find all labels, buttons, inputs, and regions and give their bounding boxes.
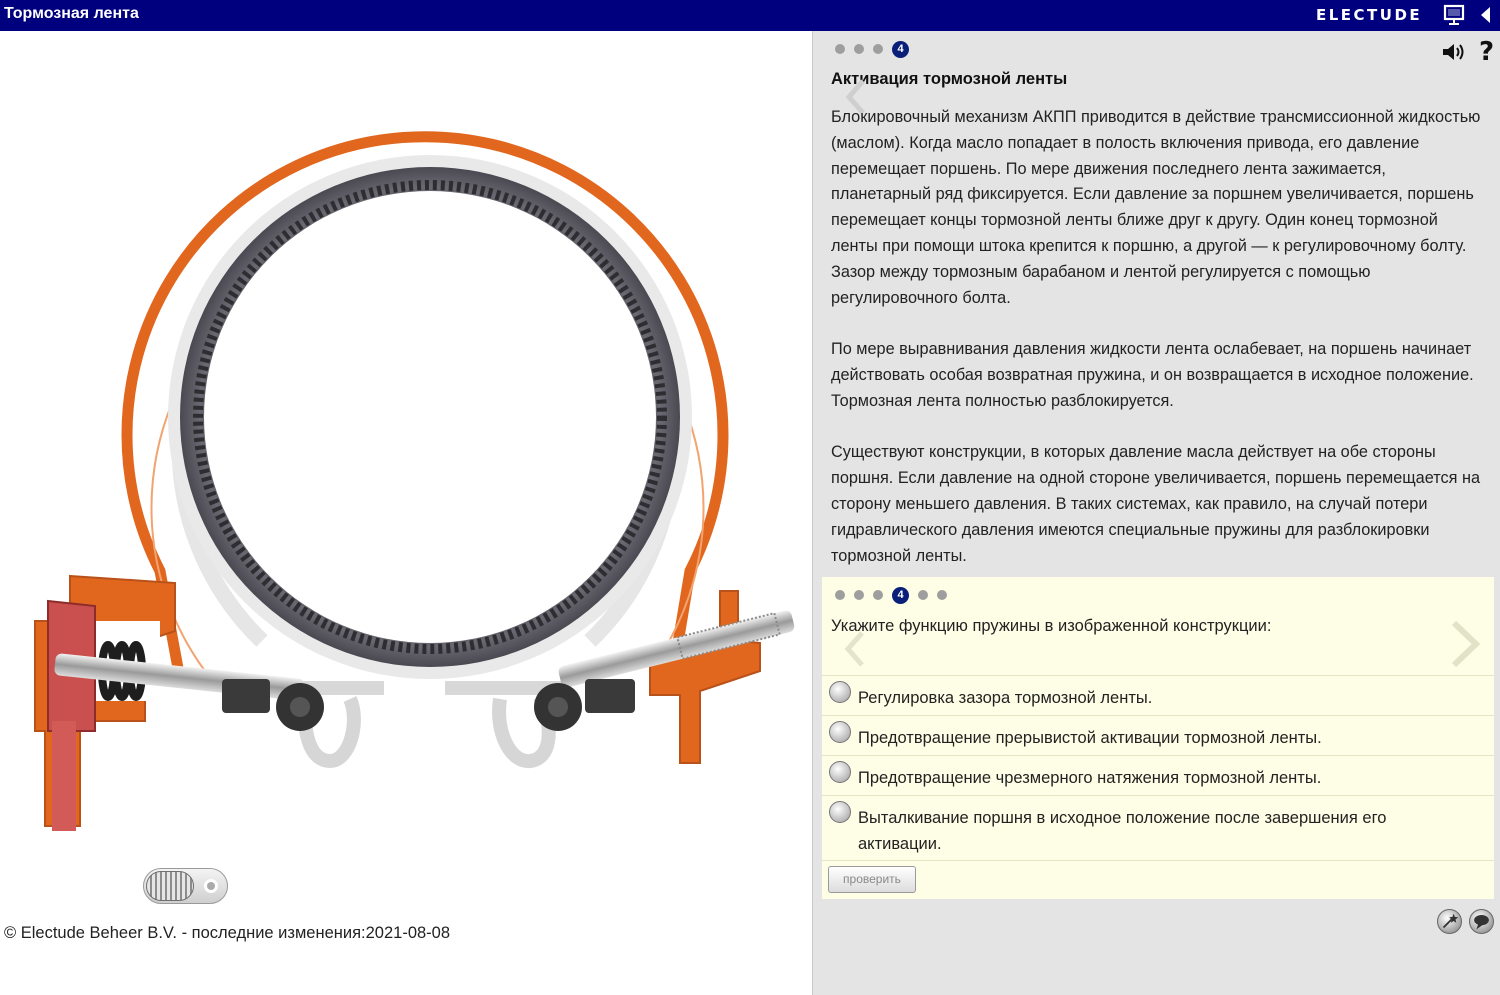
quiz-option-label: Выталкивание поршня в исходное положение после завершения его активации. [858, 809, 1387, 853]
rod-block-right [585, 679, 635, 713]
quiz-question: Укажите функцию пружины в изображенной конструкции: [831, 617, 1272, 635]
right-bracket [650, 591, 760, 763]
quiz-pager-dot[interactable] [937, 590, 947, 600]
animation-toggle-switch[interactable] [143, 868, 228, 904]
lesson-text [831, 105, 1486, 595]
quiz-pager-dot[interactable] [918, 590, 928, 600]
check-answer-button[interactable]: проверить [828, 866, 916, 893]
info-panel [812, 31, 1500, 995]
presentation-screen-icon[interactable] [1443, 4, 1465, 26]
servo-passage [52, 721, 76, 831]
brand-logo: ELECTUDE [1316, 6, 1423, 24]
quiz-pager-dot-active[interactable]: 4 [892, 587, 909, 604]
pager-dot[interactable] [854, 44, 864, 54]
question-mark-icon[interactable]: ? [1479, 37, 1495, 67]
quiz-option[interactable] [822, 755, 1494, 795]
quiz-option-label: Регулировка зазора тормозной ленты. [858, 689, 1153, 707]
pager-dot[interactable] [835, 44, 845, 54]
radio-button[interactable] [829, 721, 851, 743]
lesson-paragraph: Существуют конструкции, в которых давление масла действует на обе стороны поршня. Если давление на одной стороне увеличивается, поршень перемещается на сторону меньшего давления. В таких системах, как правило, на случай потери гидравлического давления имеются специальные пружины для разблокировки тормозной ленты. [831, 443, 1481, 565]
radio-button[interactable] [829, 681, 851, 703]
lesson-paragraph: Блокировочный механизм АКПП приводится в действие трансмиссионной жидкостью (маслом). Когда масло попадает в полость включения привода, его давление перемещает поршень. По мере движения последнего лента зажимается, планетарный ряд фиксируется. Если давление за поршнем увеличивается, поршень перемещает концы тормозной ленты ближе друг к другу. Один конец тормозной ленты при помощи штока крепится к поршню, а другой — к регулировочному болту. Зазор между тормозным барабаном и лентой регулируется с помощью регулировочного болта. [831, 108, 1481, 307]
triangle-left-icon[interactable] [1478, 5, 1492, 25]
toggle-knob [146, 871, 194, 901]
quiz-pager-dot[interactable] [835, 590, 845, 600]
window-title: Тормозная лента [4, 5, 139, 22]
drum-bore [204, 191, 656, 643]
brake-band-illustration [0, 31, 812, 861]
copyright-footer: © Electude Beheer B.V. - последние изменения:2021-08-08 [4, 924, 451, 942]
chevron-right-icon[interactable] [1448, 619, 1482, 669]
pager-dot[interactable] [873, 44, 883, 54]
quiz-option-label: Предотвращение чрезмерного натяжения тормозной ленты. [858, 769, 1322, 787]
radio-button[interactable] [829, 801, 851, 823]
speaker-icon[interactable] [1441, 41, 1465, 63]
speech-bubble-icon[interactable] [1469, 909, 1494, 934]
quiz-option-label: Предотвращение прерывистой активации тормозной ленты. [858, 729, 1322, 747]
chevron-left-icon[interactable] [842, 629, 866, 669]
rod-block-left [222, 679, 270, 713]
quiz-option[interactable] [822, 715, 1494, 755]
info-pager [835, 41, 913, 57]
pager-dot-active[interactable]: 4 [892, 41, 909, 58]
title-bar [0, 0, 1500, 31]
magic-wand-icon[interactable] [1437, 909, 1462, 934]
quiz-box [822, 577, 1494, 899]
quiz-pager-dot[interactable] [854, 590, 864, 600]
quiz-pager [835, 587, 956, 603]
section-title: Активация тормозной ленты [831, 70, 1068, 88]
quiz-option[interactable] [822, 795, 1494, 861]
quiz-pager-dot[interactable] [873, 590, 883, 600]
quiz-option[interactable] [822, 675, 1494, 715]
radio-button[interactable] [829, 761, 851, 783]
lesson-paragraph: По мере выравнивания давления жидкости лента ослабевает, на поршень начинает действовать особая возвратная пружина, и он возвращается в исходное положение. Тормозная лента полностью разблокируется. [831, 340, 1474, 410]
toggle-off-indicator [204, 879, 218, 893]
